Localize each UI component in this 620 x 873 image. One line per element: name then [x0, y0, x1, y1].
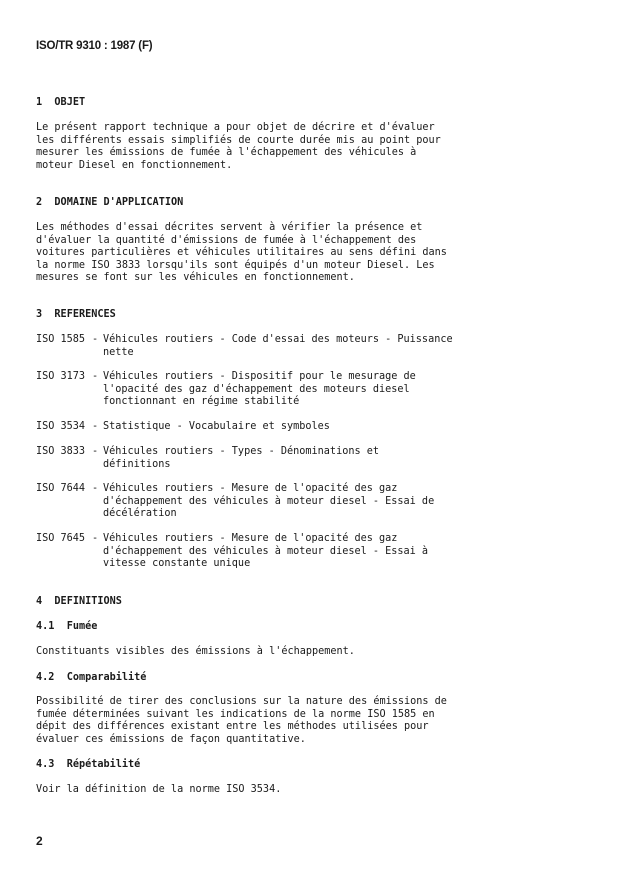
document-header: ISO/TR 9310 : 1987 (F)	[36, 40, 153, 52]
reference-title: Véhicules routiers - Types - Dénominations et définitions	[103, 446, 380, 470]
reference-title: Véhicules routiers - Mesure de l'opacité des gaz d'échappement des véhicules à moteur diesel - Essai à vitesse constante unique	[103, 533, 429, 570]
reference-title: Véhicules routiers - Code d'essai des moteurs - Puissance nette	[103, 334, 453, 358]
section-title: OBJET	[54, 97, 86, 108]
section-text-2: Les méthodes d'essai décrites servent à vérifier la présence et d'évaluer la quantité d'émissions de fumée à l'échappement des voitures particulières et véhicules utilitaires au sens défini dans la norme ISO 3833 lorsqu'ils sont équipés d'un moteur Diesel. Les mesures se font sur les véhicules en fonctionnement.	[36, 222, 447, 284]
subsection-title: Fumée	[66, 621, 98, 632]
subsection-number: 4.1	[36, 621, 55, 632]
reference-code: ISO 3833	[36, 446, 86, 457]
reference-code: ISO 7644	[36, 483, 86, 494]
subsection-title: Répétabilité	[66, 759, 141, 770]
section-text-1: Le présent rapport technique a pour objet de décrire et d'évaluer les différents essais simplifiés de courte durée mis au point pour mesurer les émissions de fumée à l'échappement des véhicules à moteur Diesel en fonctionnement.	[36, 122, 441, 171]
section-number: 2	[36, 197, 43, 208]
subsection-heading-4-1	[36, 621, 97, 634]
subsection-title: Comparabilité	[66, 672, 147, 683]
subsection-heading-4-3	[36, 759, 140, 772]
section-number: 1	[36, 97, 43, 108]
reference-code: ISO 1585	[36, 334, 86, 345]
reference-title: Statistique - Vocabulaire et symboles	[103, 421, 330, 432]
reference-title: Véhicules routiers - Mesure de l'opacité des gaz d'échappement des véhicules à moteur diesel - Essai de décélération	[103, 483, 435, 520]
subsection-text-4-3: Voir la définition de la norme ISO 3534.	[36, 784, 282, 795]
reference-dash: -	[92, 483, 99, 494]
section-title: REFERENCES	[54, 309, 116, 320]
subsection-heading-4-2	[36, 672, 146, 685]
reference-code: ISO 3173	[36, 371, 86, 382]
section-number: 3	[36, 309, 43, 320]
subsection-number: 4.3	[36, 759, 55, 770]
reference-title: Véhicules routiers - Dispositif pour le mesurage de l'opacité des gaz d'échappement des moteurs diesel fonctionnant en régime stabilité	[103, 371, 416, 408]
subsection-number: 4.2	[36, 672, 55, 683]
reference-dash: -	[92, 334, 99, 345]
reference-code: ISO 3534	[36, 421, 86, 432]
section-number: 4	[36, 596, 43, 607]
section-heading-1	[36, 97, 85, 110]
reference-dash: -	[92, 446, 99, 457]
section-heading-4	[36, 596, 122, 609]
page-number: 2	[36, 834, 43, 848]
reference-dash: -	[92, 421, 99, 432]
section-title: DOMAINE D'APPLICATION	[54, 197, 184, 208]
section-title: DEFINITIONS	[54, 596, 122, 607]
section-heading-2	[36, 197, 183, 210]
subsection-text-4-2: Possibilité de tirer des conclusions sur la nature des émissions de fumée déterminées suivant les indications de la norme ISO 1585 en dépit des différences existant entre les méthodes utilisées pour évaluer ces émissions de façon quantitative.	[36, 696, 447, 745]
subsection-text-4-1: Constituants visibles des émissions à l'échappement.	[36, 646, 355, 657]
section-heading-3	[36, 309, 116, 322]
reference-dash: -	[92, 371, 99, 382]
reference-dash: -	[92, 533, 99, 544]
reference-code: ISO 7645	[36, 533, 86, 544]
